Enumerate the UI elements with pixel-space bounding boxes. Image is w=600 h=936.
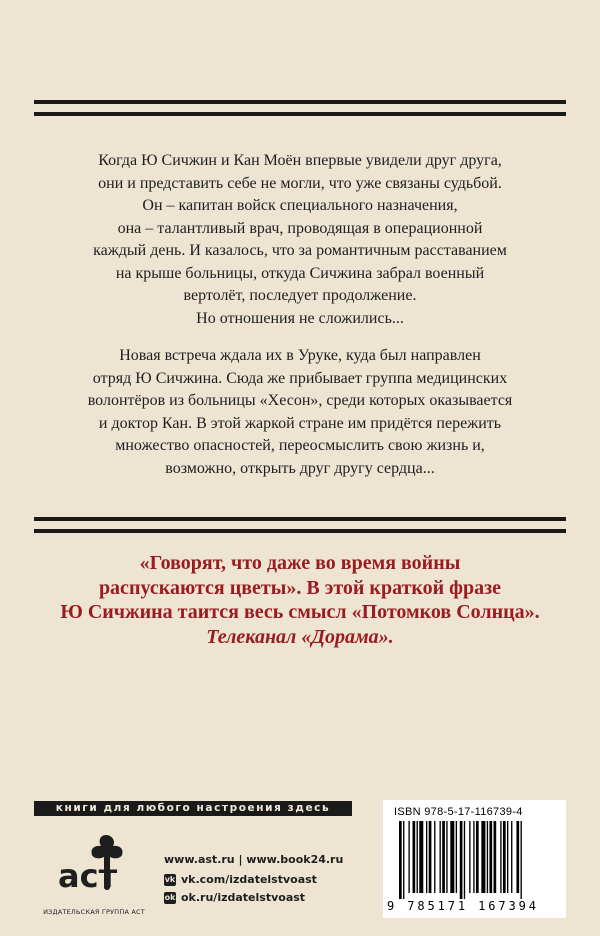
publisher-name: ИЗДАТЕЛЬСКАЯ ГРУППА АСТ (43, 908, 145, 916)
barcode-bar (403, 821, 404, 899)
barcode-bar (419, 821, 423, 893)
barcode-bar (446, 821, 447, 893)
ast-logo-letters: аст (58, 857, 118, 895)
quote-line: «Говорят, что даже во время войны (139, 552, 461, 574)
blurb-line: множество опасностей, переосмыслить свою жизнь и, (115, 437, 485, 454)
barcode-bar (487, 821, 488, 893)
barcode-bar (440, 821, 441, 893)
ok-icon: ok (164, 893, 176, 902)
slogan-banner: книги для любого настроения здесь (34, 801, 352, 816)
quote-source: Телеканал «Дорама». (206, 625, 394, 648)
vk-link[interactable] (164, 871, 343, 889)
barcode-bar (473, 821, 474, 893)
websites-link[interactable] (164, 851, 343, 869)
barcode-bar (507, 821, 508, 893)
top-rule-2 (34, 112, 566, 116)
blurb-line: они и представить себе не могли, что уже связаны судьбой. (98, 174, 502, 192)
barcode-bar (399, 821, 402, 899)
blurb-line: волонтёров из больницы «Хесон», среди которых оказывается (87, 392, 513, 409)
barcode-bar (417, 821, 418, 893)
barcode-bar (450, 821, 454, 893)
barcode-bar (516, 821, 519, 893)
barcode-bar (503, 821, 506, 893)
blurb-line: Когда Ю Сичжин и Кан Моён впервые увидели друг друга, (98, 152, 502, 169)
barcode-box (383, 800, 566, 918)
blurb-line: каждый день. И казалось, что за романтичным расставанием (93, 242, 507, 259)
barcode-bar (481, 821, 485, 893)
blurb-paragraph-1 (34, 150, 566, 330)
quote-line: распускаются цветы». В этой краткой фразе (98, 576, 502, 599)
blurb-line: Он – капитан войск специального назначения, (142, 197, 458, 214)
blurb-line: и доктор Кан. В этой жаркой стране им придётся пережить (98, 414, 502, 432)
barcode-bar (494, 821, 497, 893)
blurb-line: вертолёт, последует продолжение. (183, 287, 417, 304)
blurb-paragraph-2 (34, 345, 566, 480)
blurb-line: Но отношения не сложились... (196, 309, 404, 327)
barcode-bar (426, 821, 427, 893)
vk-text: vk.com/izdatelstvoast (181, 873, 317, 886)
websites-text: www.ast.ru | www.book24.ru (164, 853, 344, 866)
ean-number: 9 785171 167394 (387, 899, 539, 913)
isbn-label: ISBN 978-5-17-116739-4 (394, 806, 523, 818)
barcode-bars (393, 821, 556, 899)
middle-rule-1 (34, 517, 566, 521)
quote-line: Ю Сичжина таится весь смысл «Потомков Солнца». (60, 601, 540, 624)
barcode-bar (476, 821, 479, 893)
barcode-bar (408, 821, 409, 893)
barcode-bar (434, 821, 435, 893)
blurb-line: возможно, открыть друг другу сердца... (165, 459, 435, 477)
barcode-bar (511, 821, 512, 893)
ok-text: ok.ru/izdatelstvoast (181, 891, 306, 904)
barcode-bar (456, 821, 457, 893)
barcode-bar (413, 821, 416, 893)
publisher-links (164, 851, 343, 907)
vk-icon: vk (164, 875, 176, 884)
barcode-bar (500, 821, 501, 893)
blurb-line: отряд Ю Сичжина. Сюда же прибывает группа медицинских (92, 369, 508, 387)
ast-logo (34, 825, 154, 915)
barcode-bar (429, 821, 432, 893)
barcode-bar (464, 821, 465, 899)
blurb-line: на крыше больницы, откуда Сичжина забрал военный (115, 264, 485, 282)
barcode-bar (460, 821, 463, 899)
barcode-bar (469, 821, 470, 893)
blurb-line: она – талантливый врач, проводящая в операционной (117, 219, 483, 237)
barcode-bar (521, 821, 522, 899)
review-quote (34, 551, 566, 649)
blurb-line: Новая встреча ждала их в Уруке, куда был направлен (119, 347, 481, 364)
barcode-bar (442, 821, 445, 893)
barcode-bar (489, 821, 492, 893)
ok-link[interactable] (164, 889, 343, 907)
top-rule-1 (34, 100, 566, 104)
middle-rule-2 (34, 529, 566, 533)
